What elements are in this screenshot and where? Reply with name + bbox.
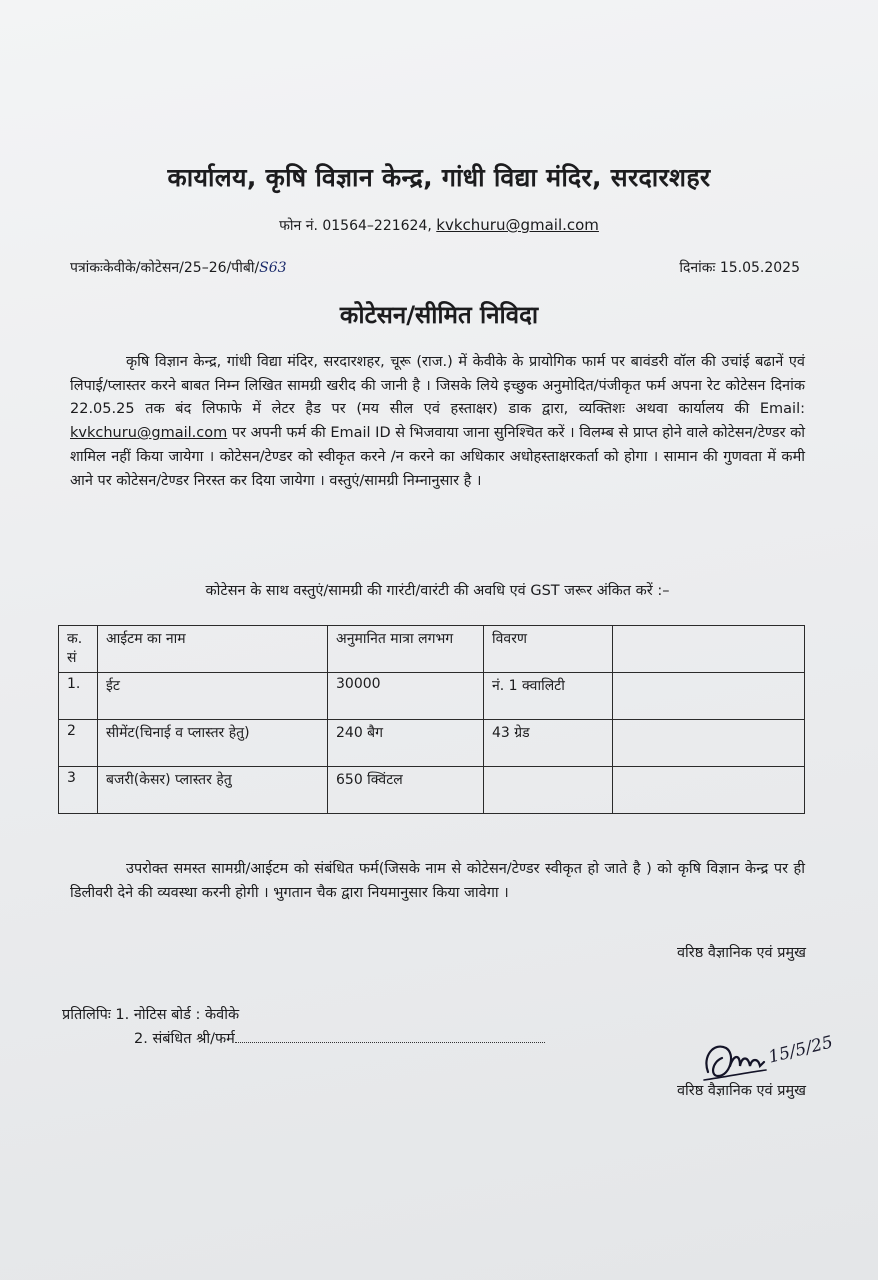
reference-handwritten-number: S63 xyxy=(259,260,287,276)
document-title: कोटेसन/सीमित निविदा xyxy=(339,301,539,329)
cell-serial: 3 xyxy=(59,767,98,814)
paragraph-delivery-text: उपरोक्त समस्त सामग्री/आईटम को संबंधित फर्म(जिसके नाम से कोटेसन/टेण्डर स्वीकृत हो जाते है ) को कृषि विज्ञान केन्द्र पर ही डिलीवरी देने की व्यवस्था करनी होगी । भुगतान चैक द्वारा नियमानुसार किया जावेगा । xyxy=(70,861,805,901)
paragraph-main xyxy=(70,351,805,493)
copy-item-firm: 2. संबंधित श्री/फर्म xyxy=(134,1031,235,1047)
copy-item-notice-board: 1. नोटिस बोर्ड : केवीके xyxy=(115,1007,240,1023)
paragraph-main-part2: पर अपनी फर्म की Email ID से भिजवाया जाना सुनिश्चित करें । विलम्ब से प्राप्त होने वाले कोटेसन/टेण्डर को शामिल नहीं किया जायेगा । कोटेसन/टेण्डर को स्वीकृत करने /न करने का अधिकार अधोहस्ताक्षरकर्ता को होगा । सामान की गुणवता में कमी आने पर कोटेसन/टेण्डर निरस्त कर दिया जायेगा । वस्तुएं/सामग्री निम्नानुसार है । xyxy=(70,425,805,489)
reference-prefix: पत्रांकःकेवीके/कोटेसन/25–26/पीबी/ xyxy=(70,260,260,276)
header-serial: क. सं xyxy=(59,626,98,673)
copy-line-2 xyxy=(62,1027,545,1051)
signature-date: 15/5/25 xyxy=(766,1032,835,1068)
table-row xyxy=(59,767,805,814)
signatory-designation: वरिष्ठ वैज्ञानिक एवं प्रमुख xyxy=(676,945,806,961)
cell-blank xyxy=(613,720,805,767)
date-label: दिनांकः xyxy=(679,260,716,276)
paragraph-email-link[interactable]: kvkchuru@gmail.com xyxy=(70,425,228,442)
cell-serial: 2 xyxy=(59,720,98,767)
cell-item: ईट xyxy=(98,673,328,720)
copy-to-section xyxy=(62,1003,545,1051)
items-table xyxy=(58,625,805,814)
cell-quantity: 650 क्विंटल xyxy=(328,767,484,814)
table-row xyxy=(59,720,805,767)
cell-item: सीमेंट(चिनाई व प्लास्तर हेतु) xyxy=(98,720,328,767)
cell-quantity: 240 बैग xyxy=(328,720,484,767)
cell-quantity: 30000 xyxy=(328,673,484,720)
reference-line xyxy=(70,258,800,277)
cell-blank xyxy=(613,767,805,814)
dotted-fill-line xyxy=(235,1032,545,1043)
contact-line xyxy=(0,216,878,235)
cell-description xyxy=(484,767,613,814)
header-blank xyxy=(613,626,805,673)
copy-label: प्रतिलिपिः xyxy=(62,1007,111,1023)
table-header-row xyxy=(59,626,805,673)
cell-blank xyxy=(613,673,805,720)
cell-description: नं. 1 क्वालिटी xyxy=(484,673,613,720)
paragraph-main-part1: कृषि विज्ञान केन्द्र, गांधी विद्या मंदिर, सरदारशहर, चूरू (राज.) में केवीके के प्रायोगिक फार्म पर बावंडरी वॉल की उचांई बढानें एवं लिपाई/प्लास्तर करने बाबत निम्न लिखित सामग्री खरीद की जानी है । जिसके लिये इच्छुक अनुमोदित/पंजीकृत फर्म अपना रेट कोटेसन दिनांक 22.05.25 तक बंद लिफाफे में लेटर हैड पर (मय सील एवं हस्ताक्षर) डाक द्वारा, व्यक्तिशः अथवा कार्यालय की Email: xyxy=(70,354,805,418)
cell-item: बजरी(केसर) प्लास्तर हेतु xyxy=(98,767,328,814)
office-header: कार्यालय, कृषि विज्ञान केन्द्र, गांधी विद्या मंदिर, सरदारशहर xyxy=(167,163,711,192)
date-value: 15.05.2025 xyxy=(719,260,800,276)
reference-number xyxy=(70,258,287,277)
table-row xyxy=(59,673,805,720)
paragraph-delivery xyxy=(70,858,805,905)
header-quantity: अनुमानित मात्रा लगभग xyxy=(328,626,484,673)
signatory-designation-bottom: वरिष्ठ वैज्ञानिक एवं प्रमुख xyxy=(676,1083,806,1099)
phone-text: फोन नं. 01564–221624, xyxy=(279,218,432,234)
header-description: विवरण xyxy=(484,626,613,673)
header-item-name: आईटम का नाम xyxy=(98,626,328,673)
date-block xyxy=(679,258,800,277)
copy-line-1 xyxy=(62,1003,545,1027)
cell-serial: 1. xyxy=(59,673,98,720)
cell-description: 43 ग्रेड xyxy=(484,720,613,767)
gst-note: कोटेसन के साथ वस्तुएं/सामग्री की गारंटी/वारंटी की अवधि एवं GST जरूर अंकित करें :– xyxy=(205,583,670,599)
header-email-link[interactable]: kvkchuru@gmail.com xyxy=(436,216,599,234)
